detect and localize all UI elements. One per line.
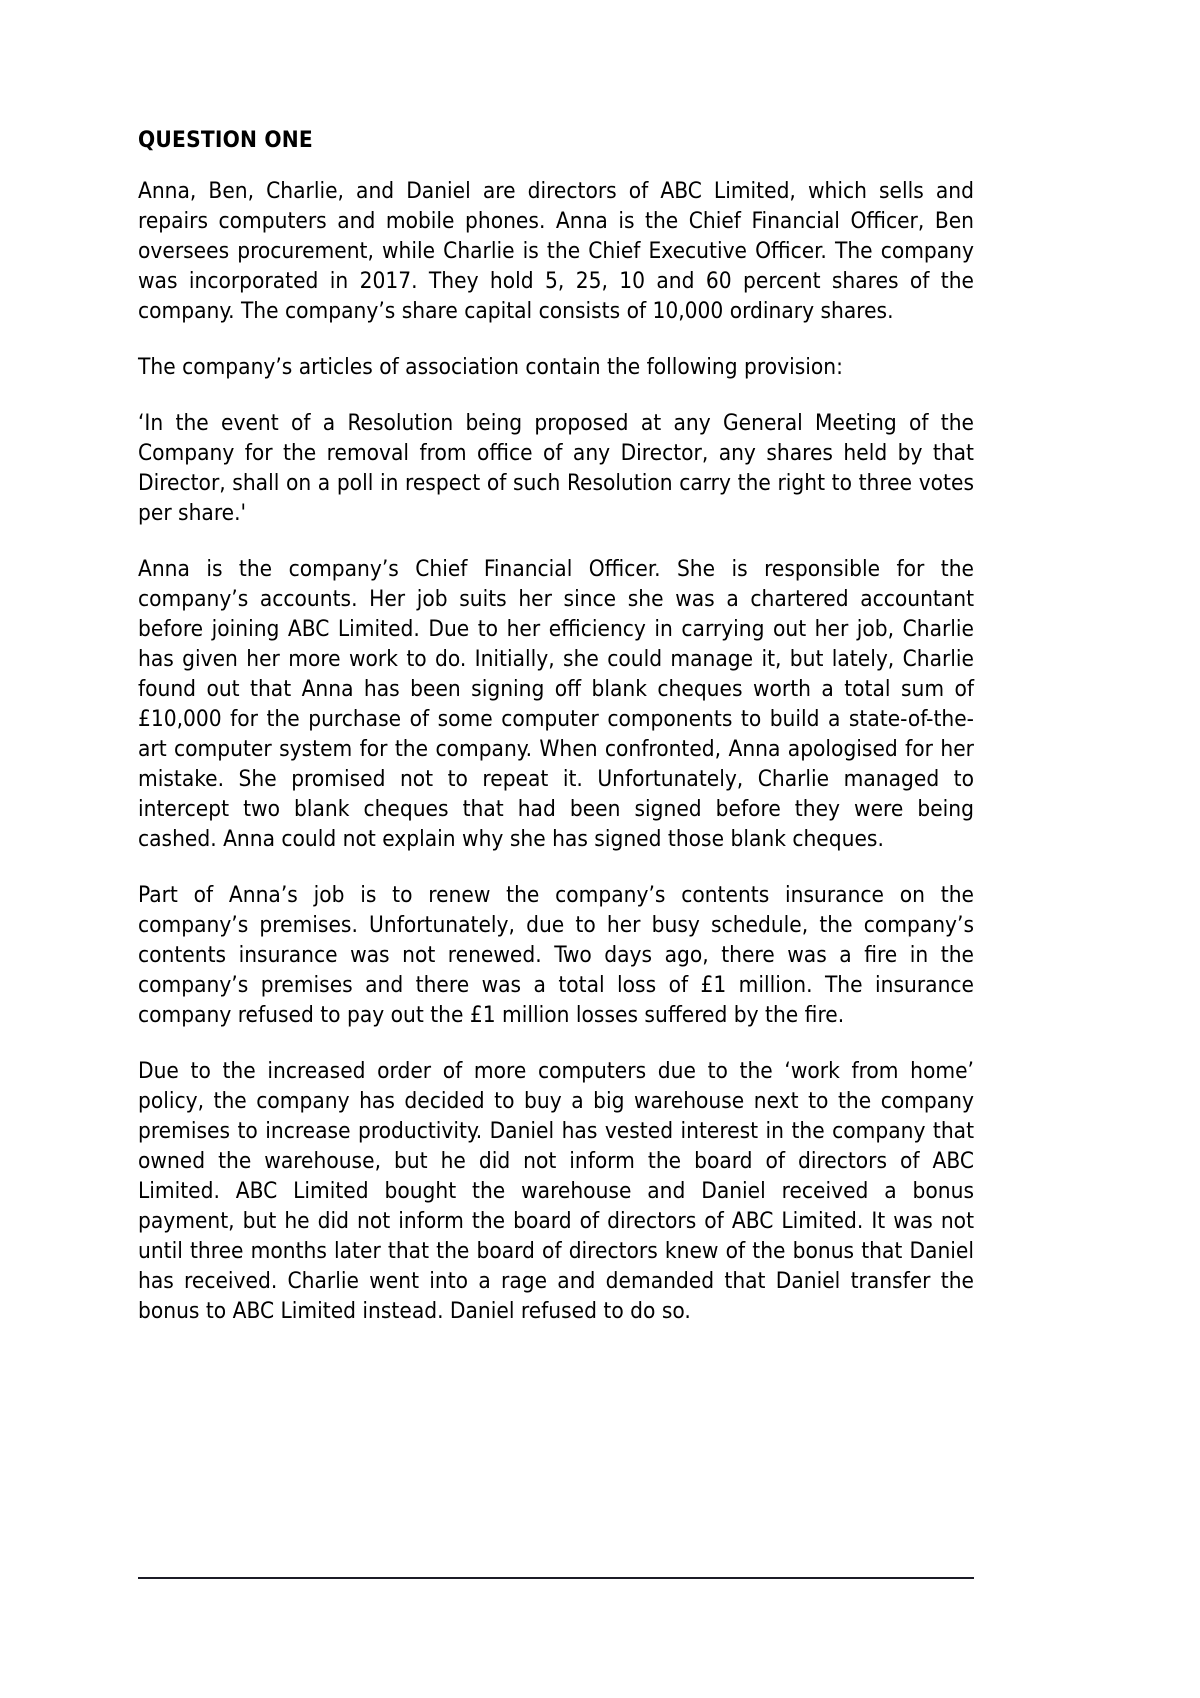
page-title: QUESTION ONE [138, 127, 313, 153]
paragraph-insurance: Part of Anna’s job is to renew the company’s contents insurance on the company’s premises. Unfortunately, due to her busy schedule, the company’s contents insurance was not renewed. Two days ago, there was a fire in the company’s premises and there was a total loss of £1 million. The insurance company refused to pay out the £1 million losses suffered by the fire. [138, 882, 974, 1029]
footer-divider [138, 1577, 974, 1579]
paragraph-scenario-intro: Anna, Ben, Charlie, and Daniel are directors of ABC Limited, which sells and repairs computers and mobile phones. Anna is the Chief Financial Officer, Ben oversees procurement, while Charlie is the Chief Executive Officer. The company was incorporated in 2017. They hold 5, 25, 10 and 60 percent shares of the company. The company’s share capital consists of 10,000 ordinary shares. [138, 178, 974, 325]
paragraph-warehouse: Due to the increased order of more computers due to the ‘work from home’ policy, the company has decided to buy a big warehouse next to the company premises to increase productivity. Daniel has vested interest in the company that owned the warehouse, but he did not inform the board of directors of ABC Limited. ABC Limited bought the warehouse and Daniel received a bonus payment, but he did not inform the board of directors of ABC Limited. It was not until three months later that the board of directors knew of the bonus that Daniel has received. Charlie went into a rage and demanded that Daniel transfer the bonus to ABC Limited instead. Daniel refused to do so. [138, 1058, 974, 1325]
paragraph-anna-cfo: Anna is the company’s Chief Financial Officer. She is responsible for the company’s accounts. Her job suits her since she was a chartered accountant before joining ABC Limited. Due to her efficiency in carrying out her job, Charlie has given her more work to do. Initially, she could manage it, but lately, Charlie found out that Anna has been signing off blank cheques worth a total sum of £10,000 for the purchase of some computer components to build a state-of-the-art computer system for the company. When confronted, Anna apologised for her mistake. She promised not to repeat it. Unfortunately, Charlie managed to intercept two blank cheques that had been signed before they were being cashed. Anna could not explain why she has signed those blank cheques. [138, 556, 974, 853]
paragraph-articles-lead-in: The company’s articles of association contain the following provision: [138, 354, 843, 381]
document-body [138, 126, 974, 1326]
paragraph-articles-quote: ‘In the event of a Resolution being proposed at any General Meeting of the Company for the removal from office of any Director, any shares held by that Director, shall on a poll in respect of such Resolution carry the right to three votes per share.' [138, 410, 974, 527]
